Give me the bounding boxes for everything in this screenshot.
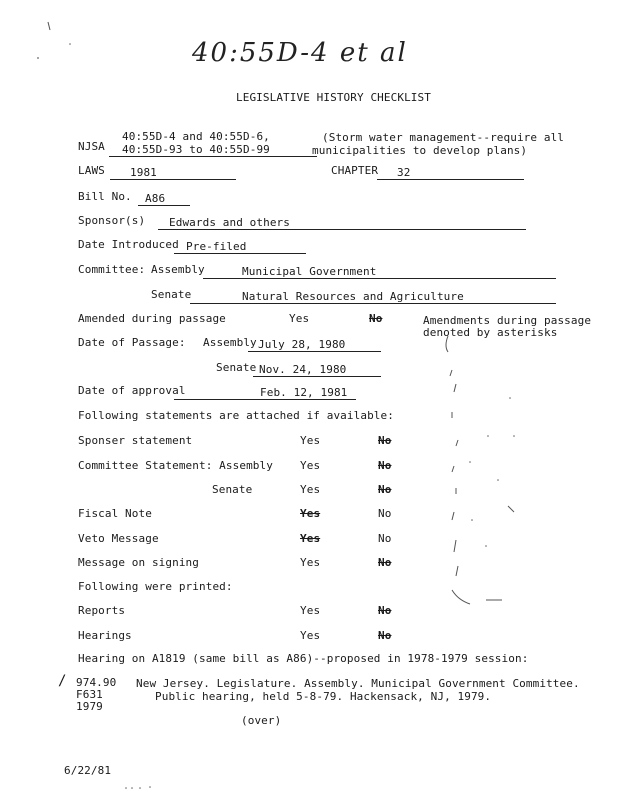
statements-header: Following statements are attached if available: [78,409,394,422]
statement-committee-senate-yes: Yes [300,483,321,496]
date-stamp: 6/22/81 [64,764,112,777]
call-number-line1: 974.90 [76,676,117,689]
sponsor-value: Edwards and others [158,216,526,230]
statement-committee-senate-label: Senate [212,483,253,496]
statement-signing-no-struck: No [378,556,392,569]
date-introduced-value: Pre-filed [174,240,306,254]
page-title: LEGISLATIVE HISTORY CHECKLIST [236,91,431,104]
printed-reports-label: Reports [78,604,126,617]
approval-value: Feb. 12, 1981 [174,386,356,400]
amended-note-line2: denoted by asterisks [423,326,558,339]
approval-label: Date of approval [78,384,186,397]
statement-signing-yes: Yes [300,556,321,569]
statement-fiscal-note-label: Fiscal Note [78,507,152,520]
printed-hearings-yes: Yes [300,629,321,642]
bill-label: Bill No. [78,190,132,203]
call-number-line3: 1979 [76,700,103,713]
committee-assembly-value: Municipal Government [203,265,556,279]
citation-line1: New Jersey. Legislature. Assembly. Municipal Government Committee. [136,677,580,690]
bill-value: A86 [138,192,190,206]
statement-committee-senate-no-struck: No [378,483,392,496]
printed-hearings-label: Hearings [78,629,132,642]
statement-signing-label: Message on signing [78,556,200,569]
statement-veto-no: No [378,532,392,545]
date-introduced-label: Date Introduced [78,238,179,251]
amended-label: Amended during passage [78,312,226,325]
laws-value: 1981 [110,166,236,180]
citation-line2: Public hearing, held 5-8-79. Hackensack, NJ, 1979. [155,690,492,703]
njsa-subject-line1: (Storm water management--require all [322,131,565,144]
printed-header: Following were printed: [78,580,233,593]
passage-assembly-label: Assembly [203,336,257,349]
statement-sponsor-no-struck: No [378,434,392,447]
handwritten-slash-mark: / [58,673,67,689]
passage-senate-label: Senate [216,361,257,374]
statement-fiscal-note-no: No [378,507,392,520]
statement-veto-yes-struck: Yes [300,532,321,545]
njsa-line2: 40:55D-93 to 40:55D-99 [109,143,317,157]
chapter-value: 32 [377,166,524,180]
sponsor-label: Sponsor(s) [78,214,146,227]
over-note: (over) [241,714,282,727]
passage-senate-value: Nov. 24, 1980 [253,363,381,377]
statement-sponsor-label: Sponser statement [78,434,193,447]
committee-assembly-label: Assembly [151,263,205,276]
laws-label: LAWS [78,164,105,177]
njsa-label: NJSA [78,140,105,153]
passage-assembly-value: July 28, 1980 [248,338,381,352]
printed-reports-no-struck: No [378,604,392,617]
statement-committee-assembly-no-struck: No [378,459,392,472]
committee-senate-label: Senate [151,288,192,301]
printed-reports-yes: Yes [300,604,321,617]
printed-hearings-no-struck: No [378,629,392,642]
committee-label: Committee: [78,263,146,276]
njsa-subject-line2: municipalities to develop plans) [312,144,528,157]
handwritten-statute-number: 40:55D-4 et al [192,38,408,68]
amended-note-line1: Amendments during passage [423,314,592,327]
chapter-label: CHAPTER [331,164,379,177]
statement-committee-assembly-label: Committee Statement: Assembly [78,459,273,472]
statement-veto-label: Veto Message [78,532,159,545]
committee-senate-value: Natural Resources and Agriculture [190,290,556,304]
amended-no-struck: No [369,312,383,325]
call-number-line2: F631 [76,688,103,701]
amended-yes: Yes [289,312,310,325]
passage-label: Date of Passage: [78,336,186,349]
njsa-line1: 40:55D-4 and 40:55D-6, [122,130,270,143]
statement-committee-assembly-yes: Yes [300,459,321,472]
statement-fiscal-note-yes-struck: Yes [300,507,321,520]
statement-sponsor-yes: Yes [300,434,321,447]
hearing-note: Hearing on A1819 (same bill as A86)--proposed in 1978-1979 session: [78,652,529,665]
